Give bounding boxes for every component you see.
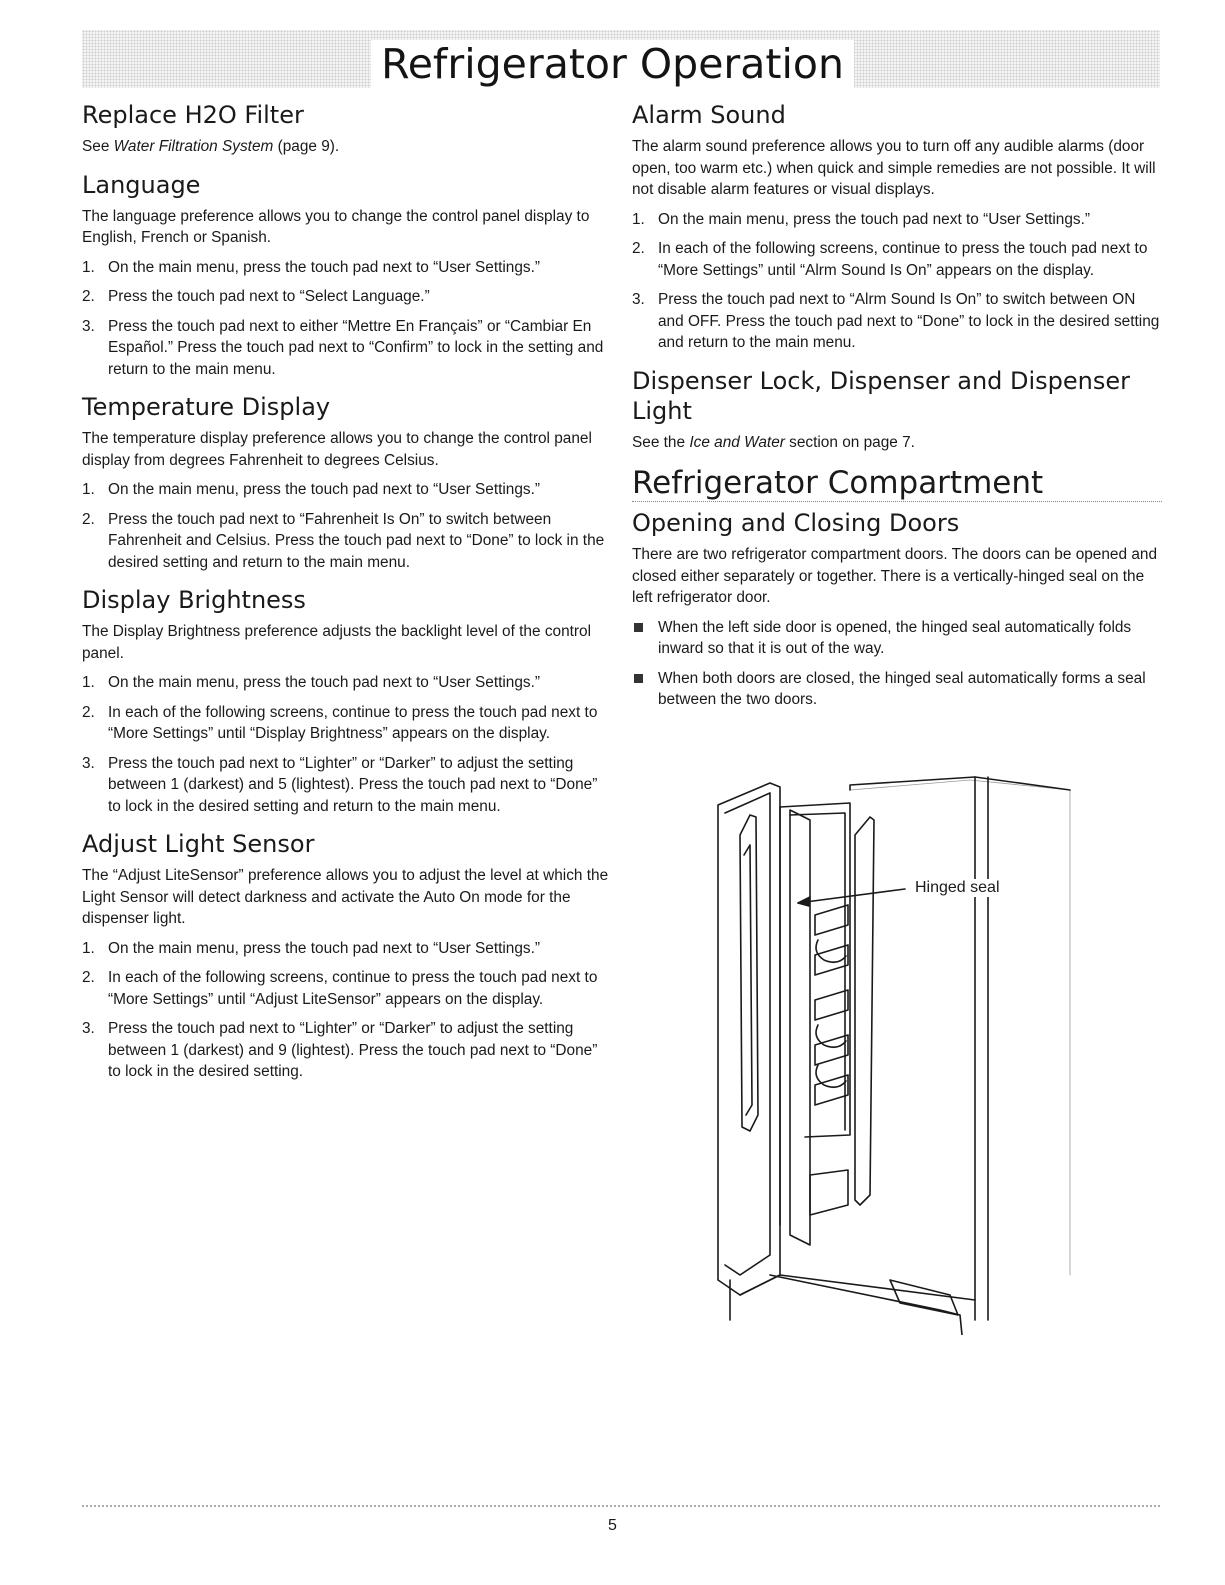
- list-item: When both doors are closed, the hinged seal automatically forms a seal between the two doors.: [632, 668, 1162, 711]
- heading-language: Language: [82, 170, 201, 199]
- heading-alarm: Alarm Sound: [632, 101, 786, 129]
- list-item: 1. On the main menu, press the touch pad next to “User Settings.”: [82, 674, 541, 691]
- section-alarm: [632, 100, 1162, 354]
- footer-rule: [82, 1505, 1160, 1507]
- section-temperature: [82, 392, 612, 573]
- section-brightness: [82, 585, 612, 817]
- list-item: 2. In each of the following screens, continue to press the touch pad next to “More Settings” until “Adjust LiteSensor” appears on the display.: [82, 969, 598, 1008]
- list-item: 2. Press the touch pad next to “Fahrenheit Is On” to switch between Fahrenheit and Celsius. Press the touch pad next to “Done” to lock in the desired setting and return to the main menu.: [82, 510, 605, 571]
- temperature-steps: [82, 479, 612, 573]
- section-replace-filter: [82, 100, 612, 158]
- list-item: 3. Press the touch pad next to “Lighter” or “Darker” to adjust the setting between 1 (darkest) and 9 (lightest). Press the touch pad next to “Done” to lock in the desired setting.: [82, 1020, 598, 1080]
- light-sensor-steps: [82, 938, 612, 1083]
- right-column: [632, 100, 1162, 723]
- section-doors: [632, 508, 1162, 711]
- heading-light-sensor: Adjust Light Sensor: [82, 830, 315, 858]
- section-light-sensor: [82, 829, 612, 1083]
- section-dispenser: [632, 366, 1162, 454]
- brightness-steps: [82, 672, 612, 817]
- hinged-seal-callout: Hinged seal: [915, 879, 1000, 896]
- heading-replace-filter: Replace H2O Filter: [82, 101, 304, 129]
- list-item: 2. In each of the following screens, continue to press the touch pad next to “More Settings” until “Alrm Sound Is On” appears on the display.: [632, 240, 1148, 279]
- replace-filter-text: See Water Filtration System (page 9).: [82, 138, 340, 155]
- list-item: 2. In each of the following screens, continue to press the touch pad next to “More Settings” until “Display Brightness” appears on the display.: [82, 703, 598, 742]
- dispenser-text: See the Ice and Water section on page 7.: [632, 433, 915, 451]
- list-item: 3. Press the touch pad next to “Alrm Sound Is On” to switch between ON and OFF. Press the touch pad next to “Done” to lock in the desired setting and return to the main menu.: [632, 291, 1160, 351]
- heading-doors: Opening and Closing Doors: [632, 509, 960, 537]
- left-column: [82, 100, 612, 1095]
- temperature-intro: The temperature display preference allows you to change the control panel display from degrees Fahrenheit to degrees Celsius.: [82, 430, 592, 469]
- page-title: Refrigerator Operation: [0, 36, 1225, 92]
- alarm-steps: [632, 209, 1162, 354]
- page-number: 5: [608, 1517, 617, 1534]
- heading-temperature: Temperature Display: [82, 393, 331, 421]
- doors-intro: There are two refrigerator compartment doors. The doors can be opened and closed either separately or together. There is a vertically-hinged seal on the left refrigerator door.: [632, 546, 1158, 606]
- list-item: 1. On the main menu, press the touch pad next to “User Settings.”: [82, 258, 541, 276]
- list-item: When the left side door is opened, the hinged seal automatically folds inward so that it is out of the way.: [632, 617, 1162, 660]
- alarm-intro: The alarm sound preference allows you to turn off any audible alarms (door open, too warm etc.) when quick and simple remedies are not possible. It will not disable alarm features or visual displays.: [632, 138, 1156, 198]
- brightness-intro: The Display Brightness preference adjusts the backlight level of the control panel.: [82, 623, 592, 662]
- section-language: [82, 170, 612, 381]
- heading-refrigerator-compartment: Refrigerator Compartment: [632, 465, 1162, 502]
- list-item: 3. Press the touch pad next to “Lighter” or “Darker” to adjust the setting between 1 (darkest) and 5 (lightest). Press the touch pad next to “Done” to lock in the desired setting and return to the main menu.: [82, 754, 598, 815]
- list-item: 1. On the main menu, press the touch pad next to “User Settings.”: [82, 481, 541, 498]
- list-item: 1. On the main menu, press the touch pad next to “User Settings.”: [632, 210, 1091, 228]
- language-steps: [82, 257, 612, 381]
- refrigerator-illustration: [700, 775, 1080, 1335]
- heading-dispenser: Dispenser Lock, Dispenser and Dispenser Light: [632, 366, 1131, 425]
- language-intro: The language preference allows you to change the control panel display to English, French or Spanish.: [82, 207, 590, 246]
- heading-brightness: Display Brightness: [82, 586, 306, 614]
- list-item: 3. Press the touch pad next to either “Mettre En Français” or “Cambiar En Español.” Press the touch pad next to “Confirm” to lock in the setting and return to the main menu.: [82, 317, 604, 378]
- list-item: 2. Press the touch pad next to “Select Language.”: [82, 288, 430, 305]
- list-item: 1. On the main menu, press the touch pad next to “User Settings.”: [82, 939, 541, 957]
- doors-bullets: [632, 617, 1162, 711]
- light-sensor-intro: The “Adjust LiteSensor” preference allows you to adjust the level at which the Light Sensor will detect darkness and activate the Auto On mode for the dispenser light.: [82, 867, 609, 927]
